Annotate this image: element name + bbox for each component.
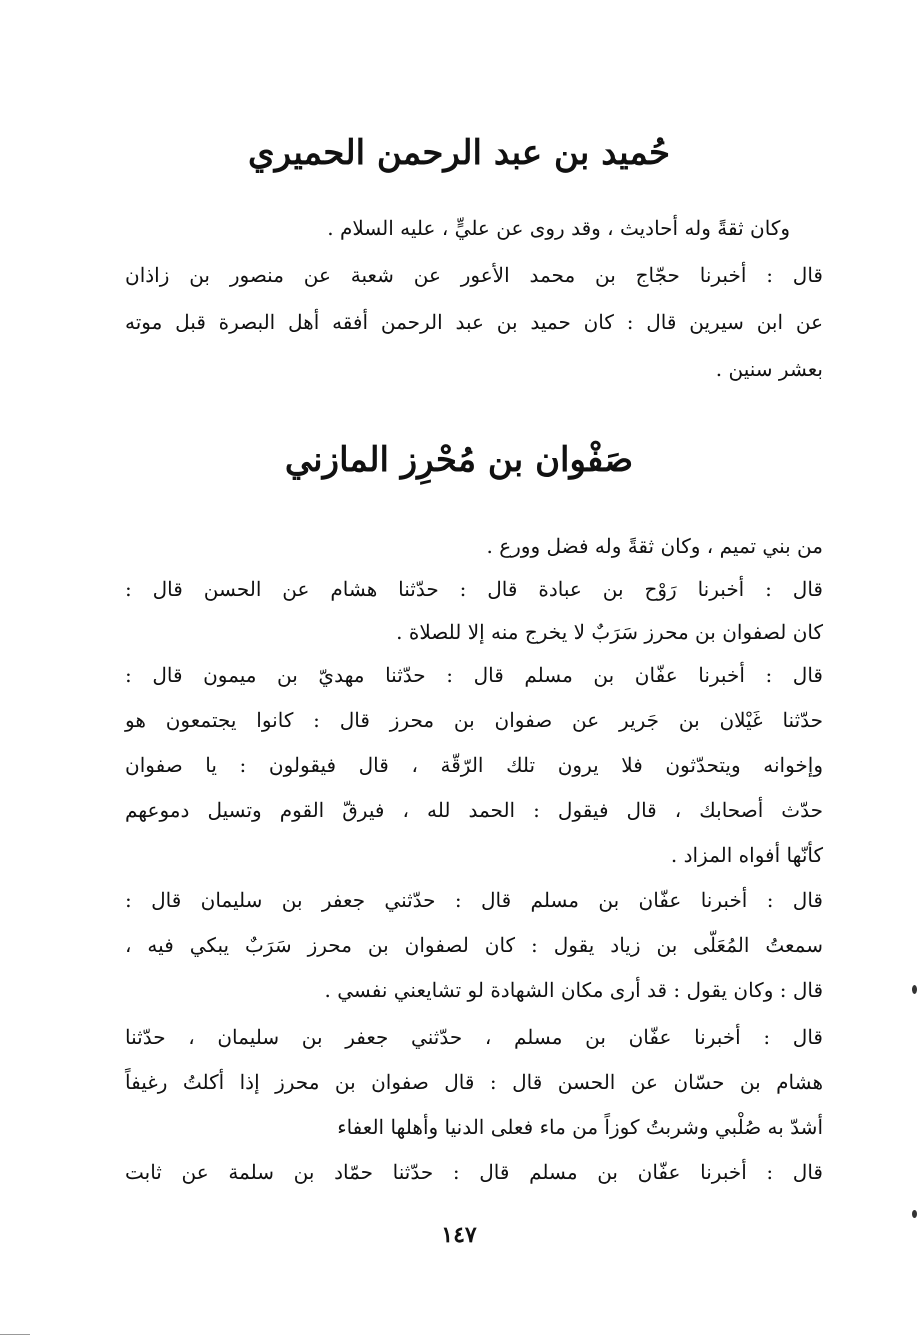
text-line: حدّث أصحابك ، قال فيقول : الحمد لله ، فيرقّ القوم وتسيل دموعهم [125, 798, 823, 822]
scan-speck [912, 985, 917, 994]
text-line: أشدّ به صُلْبي وشربتُ كوزاً من ماء فعلى الدنيا وأهلها العفاء [337, 1115, 823, 1139]
text-line: وإخوانه ويتحدّثون فلا يرون تلك الرّقّة ، قال فيقولون : يا صفوان [125, 753, 823, 777]
text-line: قال : أخبرنا رَوْح بن عبادة قال : حدّثنا هشام عن الحسن قال : [125, 577, 823, 601]
text-line: قال : أخبرنا عفّان بن مسلم قال : حدّثني جعفر بن سليمان قال : [125, 888, 823, 912]
text-line: قال : أخبرنا عفّان بن مسلم ، حدّثني جعفر بن سليمان ، حدّثنا [125, 1025, 823, 1049]
text-line: قال : أخبرنا عفّان بن مسلم قال : حدّثنا حمّاد بن سلمة عن ثابت [125, 1160, 823, 1184]
text-line: قال : أخبرنا حجّاج بن محمد الأعور عن شعبة عن منصور بن زاذان [125, 263, 823, 287]
text-line: من بني تميم ، وكان ثقةً وله فضل وورع . [486, 534, 823, 558]
section-title: صَفْوان بن مُحْرِز المازني [284, 440, 634, 480]
text-line: عن ابن سيرين قال : كان حميد بن عبد الرحمن أفقه أهل البصرة قبل موته [125, 310, 823, 334]
scan-edge-line [0, 1334, 30, 1335]
page-number: ١٤٧ [441, 1222, 477, 1248]
text-line: بعشر سنين . [715, 357, 823, 381]
text-line: حدّثنا غَيْلان بن جَرير عن صفوان بن محرز قال : كانوا يجتمعون هو [125, 708, 823, 732]
text-line: هشام بن حسّان عن الحسن قال : قال صفوان بن محرز إذا أكلتُ رغيفاً [125, 1070, 823, 1094]
text-line: كأنّها أفواه المزاد . [670, 843, 823, 867]
text-line: قال : وكان يقول : قد أرى مكان الشهادة لو تشايعني نفسي . [324, 978, 823, 1002]
text-line: سمعتُ المُعَلّى بن زياد يقول : كان لصفوان بن محرز سَرَبٌ يبكي فيه ، [125, 933, 823, 957]
scan-speck [912, 1210, 917, 1218]
section-title: حُميد بن عبد الرحمن الحميري [247, 133, 671, 173]
text-line: كان لصفوان بن محرز سَرَبٌ لا يخرج منه إلا للصلاة . [396, 620, 823, 644]
text-line: وكان ثقةً وله أحاديث ، وقد روى عن عليٍّ ، عليه السلام . [327, 216, 790, 240]
text-line: قال : أخبرنا عفّان بن مسلم قال : حدّثنا مهديّ بن ميمون قال : [125, 663, 823, 687]
